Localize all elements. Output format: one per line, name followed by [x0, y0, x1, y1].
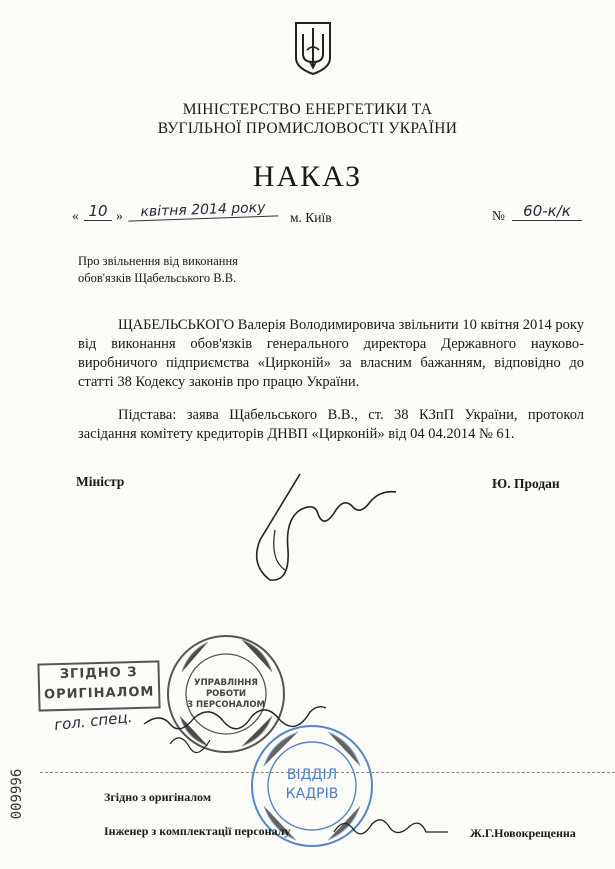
order-number: 60-к/к [512, 202, 582, 221]
signatory-position: Міністр [76, 474, 125, 489]
footer-engineer: Інженер з комплектації персоналу [104, 824, 291, 838]
stamp-box-line-1: ЗГІДНО З [59, 664, 138, 683]
round-stamp-line-3: З ПЕРСОНАЛОМ [186, 700, 266, 710]
footer-divider [40, 772, 615, 773]
order-subject [78, 253, 238, 287]
order-paragraph-main: ЩАБЕЛЬСЬКОГО Валерія Володимировича звільнити 10 квітня 2014 року від виконання обов'язків генерального директора Державного науково-виробничого підприємства «Цирконій» за власним бажанням, відповідно до статті 38 Кодексу законів про працю України. [78, 317, 584, 390]
footer-certified: Згідно з оригіналом [104, 790, 211, 804]
order-paragraph-basis: Підстава: заява Щабельського В.В., ст. 38 КЗпП України, протокол засідання комітету кредиторів ДНВП «Цирконій» від 04 04.2014 № 61. [78, 407, 584, 442]
ministry-line-1: МІНІСТЕРСТВО ЕНЕРГЕТИКИ ТА [182, 101, 433, 118]
engineer-signature [330, 810, 450, 844]
coat-of-arms-icon [293, 20, 333, 76]
dept-stamp-line-2: КАДРІВ [285, 786, 339, 802]
quote-open: « [72, 208, 79, 223]
ministry-header [0, 100, 615, 138]
round-stamp-line-2: РОБОТИ [205, 689, 247, 699]
minister-signature [240, 470, 400, 590]
ministry-line-2: ВУГІЛЬНОЇ ПРОМИСЛОВОСТІ УКРАЇНИ [157, 120, 458, 137]
handwritten-certify: гол. спец. [53, 707, 134, 735]
subject-line-2: обов'язків Щабельського В.В. [78, 271, 237, 285]
date-city: м. Київ [290, 210, 332, 225]
side-archive-number: 009996 [9, 768, 25, 820]
footer-engineer-name: Ж.Г.Новокрещенна [470, 826, 576, 840]
date-month-year: квітня 2014 року [128, 199, 279, 221]
signatory-name: Ю. Продан [492, 476, 560, 491]
stamp-box-line-2: ОРИГІНАЛОМ [43, 684, 155, 703]
date-line [72, 200, 592, 230]
round-stamp-line-1: УПРАВЛІННЯ [194, 678, 258, 688]
document-title: НАКАЗ [252, 160, 363, 193]
dept-stamp-line-1: ВІДДІЛ [286, 767, 338, 783]
date-day: 10 [84, 202, 112, 221]
order-number-prefix: № [492, 208, 505, 223]
subject-line-1: Про звільнення від виконання [78, 254, 238, 268]
quote-close: » [116, 208, 123, 223]
